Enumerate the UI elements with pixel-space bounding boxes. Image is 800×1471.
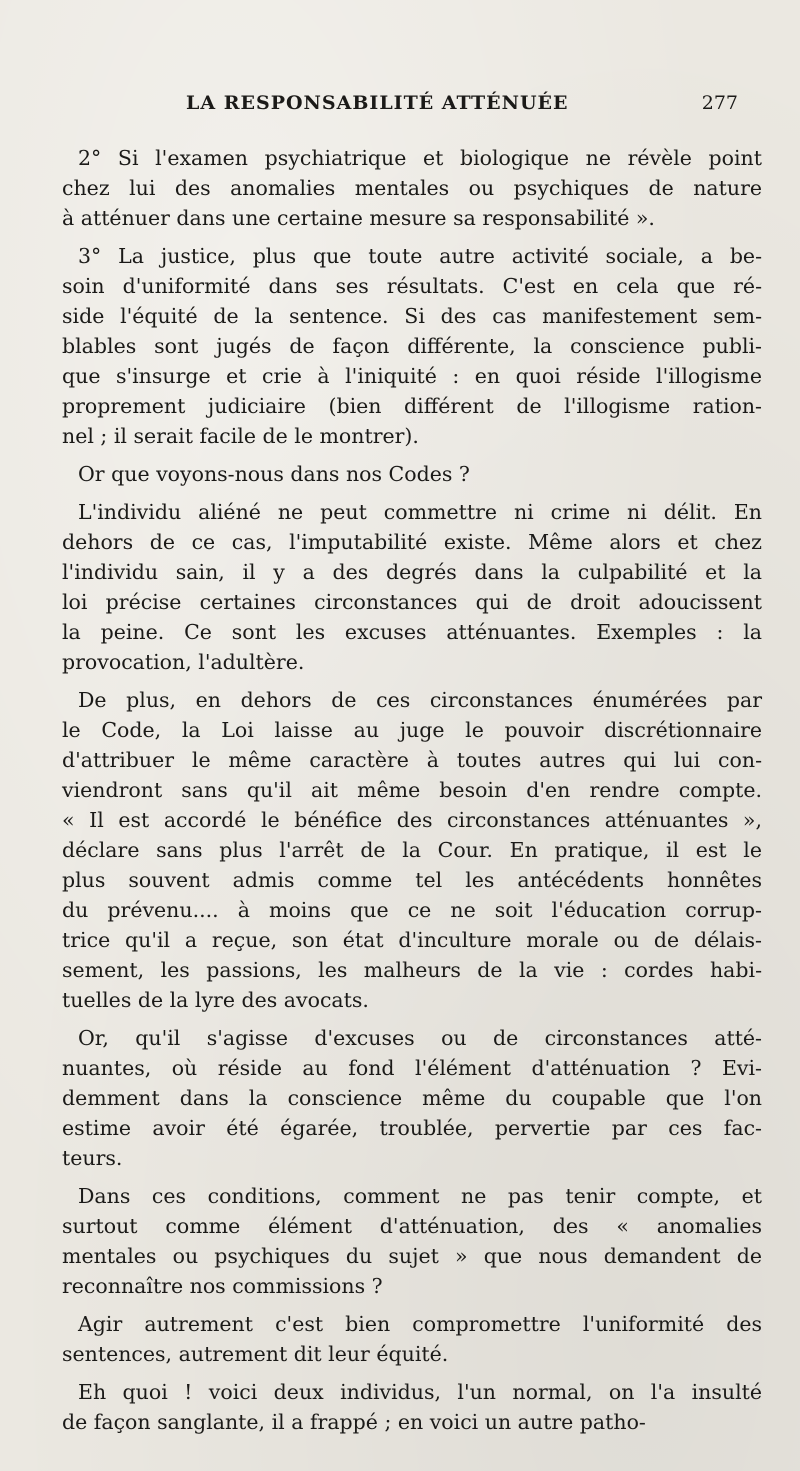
running-title: LA RESPONSABILITÉ ATTÉNUÉE [186, 92, 569, 114]
text-line: Or, qu'il s'agisse d'excuses ou de circonstances atté- [78, 1026, 762, 1050]
text-line: que s'insurge et crie à l'iniquité : en quoi réside l'illogisme [62, 364, 762, 388]
text-line: estime avoir été égarée, troublée, pervertie par ces fac- [62, 1116, 762, 1140]
text-line: side l'équité de la sentence. Si des cas manifestement sem- [62, 304, 762, 328]
paragraph [62, 143, 762, 233]
text-line: Eh quoi ! voici deux individus, l'un normal, on l'a insulté [78, 1380, 762, 1404]
text-line: De plus, en dehors de ces circonstances énumérées par [78, 688, 762, 712]
text-line: dehors de ce cas, l'imputabilité existe. Même alors et chez [62, 530, 762, 554]
text-line: soin d'uniformité dans ses résultats. C'est en cela que ré- [62, 274, 762, 298]
text-line: nel ; il serait facile de le montrer). [62, 424, 419, 448]
text-line: teurs. [62, 1146, 123, 1170]
text-line: provocation, l'adultère. [62, 650, 305, 674]
paragraph [62, 1309, 762, 1369]
text-line: à atténuer dans une certaine mesure sa responsabilité ». [62, 206, 655, 230]
text-line: déclare sans plus l'arrêt de la Cour. En pratique, il est le [62, 838, 762, 862]
text-line: la peine. Ce sont les excuses atténuantes. Exemples : la [62, 620, 762, 644]
text-line: Or que voyons-nous dans nos Codes ? [78, 462, 470, 486]
text-line: demment dans la conscience même du coupable que l'on [62, 1086, 762, 1110]
text-line: proprement judiciaire (bien différent de l'illogisme ration- [62, 394, 762, 418]
text-line: Dans ces conditions, comment ne pas tenir compte, et [78, 1184, 762, 1208]
text-line: nuantes, où réside au fond l'élément d'atténuation ? Evi- [62, 1056, 762, 1080]
text-line: mentales ou psychiques du sujet » que nous demandent de [62, 1244, 762, 1268]
text-line: « Il est accordé le bénéfice des circonstances atténuantes », [62, 808, 762, 832]
text-line: 3° La justice, plus que toute autre activité sociale, a be- [78, 244, 762, 268]
paragraph [62, 1023, 762, 1173]
text-line: 2° Si l'examen psychiatrique et biologique ne révèle point [78, 146, 762, 170]
paragraph [62, 1377, 762, 1437]
text-line: Agir autrement c'est bien compromettre l'uniformité des [78, 1312, 762, 1336]
paragraph [62, 459, 762, 489]
paragraph [62, 1181, 762, 1301]
paragraph [62, 497, 762, 677]
text-line: L'individu aliéné ne peut commettre ni crime ni délit. En [78, 500, 762, 524]
text-line: sement, les passions, les malheurs de la vie : cordes habi- [62, 958, 762, 982]
body-text [62, 143, 762, 1445]
text-line: blables sont jugés de façon différente, la conscience publi- [62, 334, 762, 358]
text-line: chez lui des anomalies mentales ou psychiques de nature [62, 176, 762, 200]
text-line: loi précise certaines circonstances qui de droit adoucissent [62, 590, 762, 614]
text-line: d'attribuer le même caractère à toutes autres qui lui con- [62, 748, 762, 772]
text-line: surtout comme élément d'atténuation, des « anomalies [62, 1214, 762, 1238]
text-line: sentences, autrement dit leur équité. [62, 1342, 449, 1366]
page-number: 277 [701, 92, 738, 114]
text-line: trice qu'il a reçue, son état d'inculture morale ou de délais- [62, 928, 762, 952]
text-line: reconnaître nos commissions ? [62, 1274, 383, 1298]
text-line: de façon sanglante, il a frappé ; en voici un autre patho- [62, 1410, 646, 1434]
page-header [186, 92, 766, 122]
text-line: viendront sans qu'il ait même besoin d'en rendre compte. [62, 778, 762, 802]
paragraph [62, 685, 762, 1015]
text-line: l'individu sain, il y a des degrés dans la culpabilité et la [62, 560, 762, 584]
text-line: tuelles de la lyre des avocats. [62, 988, 369, 1012]
text-line: du prévenu.... à moins que ce ne soit l'éducation corrup- [62, 898, 762, 922]
text-line: plus souvent admis comme tel les antécédents honnêtes [62, 868, 762, 892]
text-line: le Code, la Loi laisse au juge le pouvoir discrétionnaire [62, 718, 762, 742]
paragraph [62, 241, 762, 451]
